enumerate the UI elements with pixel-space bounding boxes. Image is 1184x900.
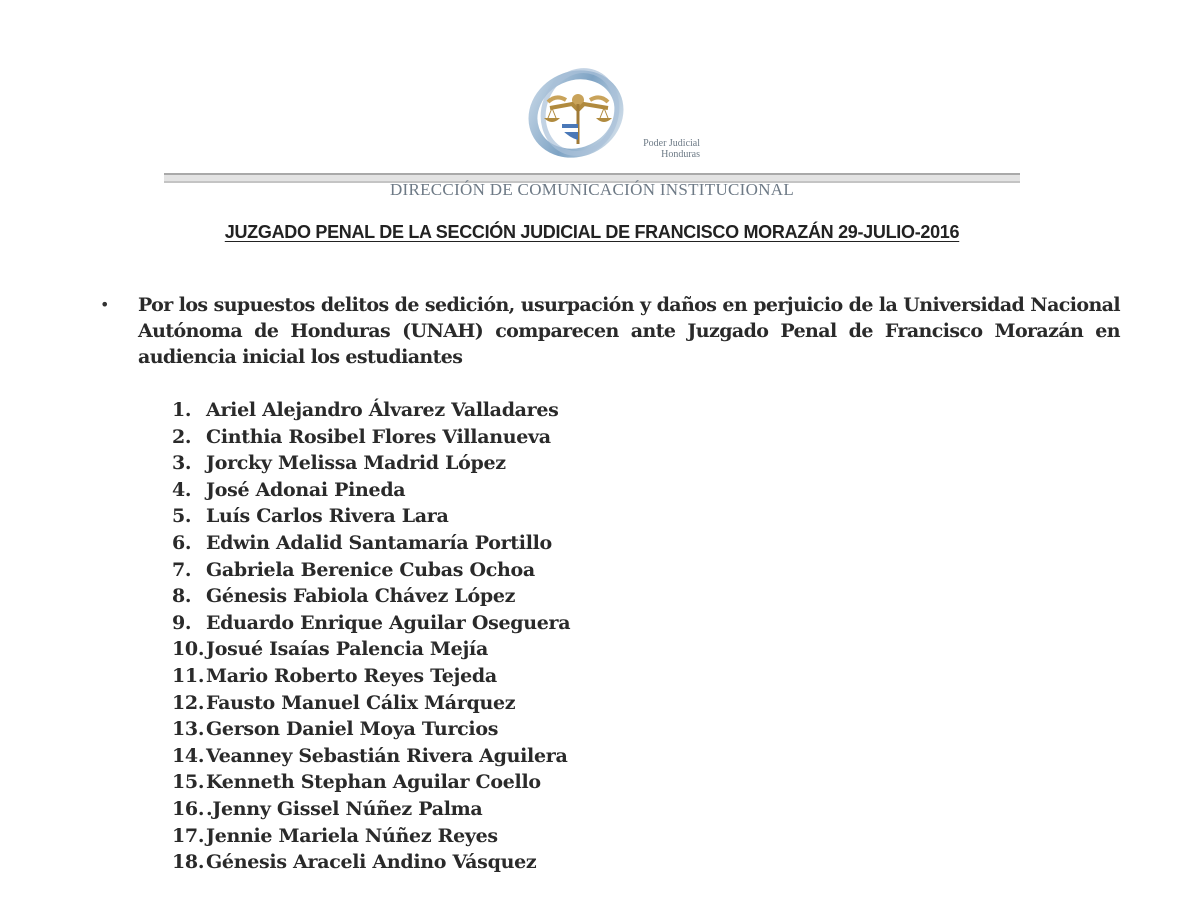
- list-item: [172, 663, 570, 690]
- logo-caption: [620, 138, 700, 160]
- intro-bullet: [100, 292, 1120, 370]
- student-name: José Adonai Pineda: [206, 478, 406, 501]
- list-item: [172, 769, 570, 796]
- list-item: [172, 477, 570, 504]
- list-item: [172, 450, 570, 477]
- item-number: 3.: [172, 452, 192, 475]
- item-number: 18.: [172, 851, 205, 874]
- list-item: [172, 716, 570, 743]
- student-name: Eduardo Enrique Aguilar Oseguera: [206, 611, 571, 634]
- list-item: [172, 557, 570, 584]
- item-number: 10.: [172, 638, 205, 661]
- item-number: 2.: [172, 425, 192, 448]
- item-number: 16.: [172, 797, 205, 820]
- list-item: [172, 823, 570, 850]
- item-number: 13.: [172, 718, 205, 741]
- student-name: Edwin Adalid Santamaría Portillo: [206, 531, 552, 554]
- list-item: [172, 636, 570, 663]
- students-list: [172, 397, 570, 876]
- student-name: Gabriela Berenice Cubas Ochoa: [206, 558, 535, 581]
- item-number: 7.: [172, 558, 192, 581]
- student-name: Jennie Mariela Núñez Reyes: [206, 824, 498, 847]
- item-number: 11.: [172, 664, 205, 687]
- student-name: Luís Carlos Rivera Lara: [206, 505, 449, 528]
- item-number: 5.: [172, 505, 192, 528]
- student-name: Mario Roberto Reyes Tejeda: [206, 664, 497, 687]
- list-item: [172, 503, 570, 530]
- student-name: Gerson Daniel Moya Turcios: [206, 718, 499, 741]
- list-item: [172, 796, 570, 823]
- item-number: 8.: [172, 585, 192, 608]
- student-name: Génesis Fabiola Chávez López: [206, 585, 516, 608]
- list-item: [172, 610, 570, 637]
- list-item: [172, 743, 570, 770]
- document-title: JUZGADO PENAL DE LA SECCIÓN JUDICIAL DE FRANCISCO MORAZÁN 29-JULIO-2016: [224, 222, 960, 242]
- student-name: Fausto Manuel Cálix Márquez: [206, 691, 516, 714]
- list-item: [172, 690, 570, 717]
- list-item: [172, 849, 570, 876]
- student-name: Ariel Alejandro Álvarez Valladares: [206, 399, 559, 421]
- student-name: Josué Isaías Palencia Mejía: [206, 638, 488, 661]
- intro-paragraph: Por los supuestos delitos de sedición, usurpación y daños en perjuicio de la Universidad Nacional Autónoma de Honduras (UNAH) comparecen ante Juzgado Penal de Francisco Morazán en audiencia inicial los estudiantes: [138, 294, 1120, 368]
- item-number: 9.: [172, 611, 192, 634]
- logo-caption-line1: Poder Judicial: [643, 138, 700, 149]
- student-name: Cinthia Rosibel Flores Villanueva: [206, 425, 551, 448]
- item-number: 4.: [172, 478, 192, 501]
- item-number: 1.: [172, 399, 192, 421]
- list-item: [172, 530, 570, 557]
- list-item: [172, 583, 570, 610]
- student-name: Jorcky Melissa Madrid López: [206, 452, 506, 475]
- student-name: Génesis Araceli Andino Vásquez: [206, 851, 537, 874]
- item-number: 15.: [172, 771, 205, 794]
- student-name: Veanney Sebastián Rivera Aguilera: [206, 744, 568, 767]
- list-item: [172, 424, 570, 451]
- logo-caption-line2: Honduras: [661, 149, 700, 160]
- bullet-icon: •: [100, 295, 110, 314]
- item-number: 14.: [172, 744, 205, 767]
- item-number: 6.: [172, 531, 192, 554]
- student-name: Kenneth Stephan Aguilar Coello: [206, 771, 541, 794]
- department-heading: DIRECCIÓN DE COMUNICACIÓN INSTITUCIONAL: [389, 180, 795, 199]
- list-item: [172, 397, 570, 424]
- student-name: .Jenny Gissel Núñez Palma: [206, 797, 483, 820]
- item-number: 17.: [172, 824, 205, 847]
- item-number: 12.: [172, 691, 205, 714]
